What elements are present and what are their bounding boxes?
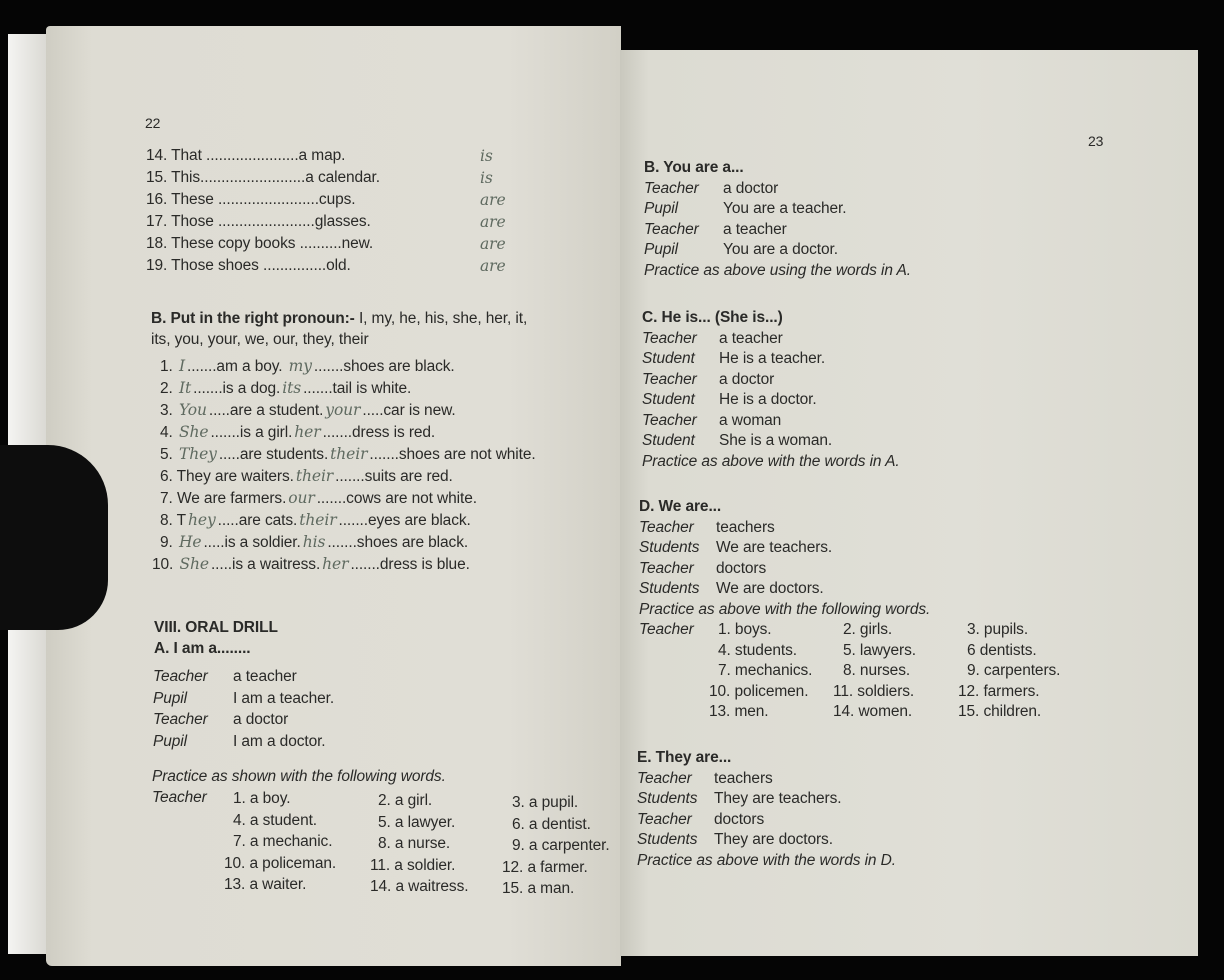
section-heading: VIII. ORAL DRILL	[154, 619, 278, 636]
pronoun-item	[160, 445, 536, 464]
dialogue-line: a teacher	[723, 220, 787, 238]
speaker: Student	[642, 350, 695, 367]
item-number: 7.	[160, 490, 173, 507]
speaker: Teacher	[639, 518, 694, 536]
item-text: .......am a boy.	[186, 358, 287, 375]
word-item: 12. a farmer.	[502, 858, 588, 876]
pronoun-item	[160, 357, 455, 376]
dialogue-line: They are teachers.	[714, 790, 842, 807]
word-item: 1. boys.	[718, 621, 772, 638]
pronoun-word-list: I, my, he, his, she, her, it,	[354, 310, 528, 327]
dialogue-line: You are a teacher.	[723, 200, 847, 217]
instruction: Practice as above with the words in A.	[642, 452, 900, 470]
speaker: Student	[642, 432, 695, 449]
word-item: 5. a lawyer.	[378, 813, 456, 831]
answer-blank	[294, 468, 453, 485]
speaker: Pupil	[644, 200, 678, 217]
item-text: .......tail is white.	[303, 380, 412, 397]
speaker: Teacher	[152, 789, 207, 806]
speaker: Teacher	[637, 769, 692, 787]
pronoun-item	[160, 489, 477, 508]
handwritten-answer: You	[178, 401, 207, 419]
dialogue-line: doctors	[714, 810, 765, 828]
handwritten-answer: They	[178, 445, 217, 463]
word-item: 7. a mechanic.	[233, 833, 333, 850]
speaker: Teacher	[642, 329, 697, 347]
dialogue-line: They are doctors.	[714, 831, 833, 848]
speaker: Teacher	[642, 411, 697, 429]
speaker: Pupil	[644, 241, 678, 258]
answer-blank	[177, 402, 323, 419]
item-number: 6.	[160, 468, 173, 485]
item-text: .......eyes are black.	[338, 512, 471, 529]
handwritten-answer: her	[294, 423, 321, 441]
section-heading: B. You are a...	[644, 159, 744, 176]
speaker: Pupil	[153, 689, 187, 707]
handwritten-answer: are	[480, 257, 506, 275]
item-text: T	[176, 512, 187, 529]
item-text: .......is a girl.	[210, 424, 293, 441]
word-item: 5. lawyers.	[843, 641, 916, 659]
answer-blank	[292, 424, 435, 441]
dialogue-line: a teacher	[719, 329, 783, 347]
exercise-line: 18. These copy books ..........new.	[146, 235, 374, 252]
handwritten-answer: are	[480, 235, 506, 253]
section-heading: E. They are...	[637, 749, 732, 766]
exercise-line: 15. This.........................a calendar.	[146, 169, 380, 186]
section-heading: D. We are...	[639, 498, 722, 515]
item-text: .....are students.	[218, 446, 329, 463]
pronoun-item	[160, 379, 411, 398]
speaker: Teacher	[153, 711, 208, 728]
exercise-line: 19. Those shoes ...............old.	[146, 257, 351, 274]
handwritten-answer: their	[295, 467, 334, 485]
handwritten-answer: I	[178, 357, 185, 375]
word-item: 2. girls.	[843, 621, 893, 638]
left-page	[46, 26, 621, 966]
word-item: 3. pupils.	[967, 621, 1029, 638]
dialogue-line: She is a woman.	[719, 432, 833, 449]
word-item: 3. a pupil.	[512, 794, 579, 811]
instruction: Practice as shown with the following words.	[152, 768, 446, 785]
pronoun-item	[152, 555, 470, 574]
answer-blank	[177, 534, 301, 551]
right-page	[620, 50, 1198, 956]
word-item: 15. children.	[958, 703, 1042, 720]
word-item: 1. a boy.	[233, 790, 291, 807]
answer-blank	[297, 512, 470, 529]
word-item: 14. a waitress.	[370, 878, 469, 895]
handwritten-answer: She	[179, 555, 209, 573]
word-item: 10. a policeman.	[224, 854, 337, 872]
item-number: 2.	[160, 380, 173, 397]
handwritten-answer: It	[178, 379, 192, 397]
word-item: 9. carpenters.	[967, 662, 1061, 679]
pronoun-item	[160, 533, 468, 552]
answer-blank	[301, 534, 468, 551]
word-item: 15. a man.	[502, 880, 575, 897]
handwritten-answer: their	[299, 511, 337, 529]
handwritten-answer: their	[330, 445, 368, 463]
page-number: 23	[1088, 133, 1104, 149]
word-item: 4. a student.	[233, 811, 318, 829]
dialogue-line: We are doctors.	[716, 580, 824, 597]
handwritten-answer: its	[282, 379, 302, 397]
item-number: 9.	[160, 534, 173, 551]
item-number: 10.	[152, 556, 174, 573]
word-item: 9. a carpenter.	[512, 837, 610, 854]
answer-blank	[177, 358, 287, 375]
item-number: 1.	[160, 358, 173, 375]
dialogue-line: a woman	[719, 411, 782, 429]
word-item: 2. a girl.	[378, 792, 433, 809]
finger-shadow	[0, 445, 108, 630]
pronoun-item	[160, 511, 471, 530]
item-text: .......dress is red.	[322, 424, 436, 441]
word-item: 6 dentists.	[967, 641, 1037, 659]
speaker: Student	[642, 391, 695, 408]
answer-blank	[287, 358, 455, 375]
handwritten-answer: is	[480, 147, 493, 165]
handwritten-answer: are	[480, 213, 506, 231]
exercise-line: 14. That ......................a map.	[146, 147, 346, 164]
answer-blank	[177, 446, 328, 463]
pronoun-item	[160, 467, 453, 486]
item-number: 4.	[160, 424, 173, 441]
speaker: Teacher	[644, 220, 699, 238]
word-item: 12. farmers.	[958, 682, 1040, 700]
speaker: Teacher	[637, 810, 692, 828]
speaker: Students	[637, 790, 698, 807]
answer-blank	[323, 402, 455, 419]
dialogue-line: a doctor	[719, 370, 775, 388]
exercise-line: 16. These ........................cups.	[146, 191, 356, 208]
dialogue-line: teachers	[716, 518, 775, 536]
word-item: 13. a waiter.	[224, 876, 307, 893]
item-text: .......shoes are black.	[313, 358, 455, 375]
item-text: We are farmers.	[176, 490, 287, 507]
item-text: .......shoes are black.	[327, 534, 469, 551]
answer-blank	[186, 512, 297, 529]
exercise-line: 17. Those .......................glasses.	[146, 213, 371, 230]
pronoun-item	[160, 401, 456, 420]
word-item: 4. students.	[718, 641, 797, 659]
handwritten-answer: his	[302, 533, 326, 551]
answer-blank	[280, 380, 411, 397]
handwritten-answer: my	[288, 357, 312, 375]
word-item: 14. women.	[833, 703, 913, 720]
dialogue-line: You are a doctor.	[723, 241, 838, 258]
speaker: Pupil	[153, 732, 187, 750]
item-text: .......suits are red.	[335, 468, 453, 485]
word-item: 13. men.	[709, 703, 769, 720]
speaker: Teacher	[639, 559, 694, 577]
word-item: 11. a soldier.	[370, 856, 456, 874]
word-item: 7. mechanics.	[718, 662, 813, 679]
handwritten-answer: is	[480, 169, 493, 187]
dialogue-line: a doctor	[233, 711, 289, 728]
dialogue-line: We are teachers.	[716, 539, 833, 556]
dialogue-line: He is a teacher.	[719, 350, 826, 367]
instruction: Practice as above with the following words.	[639, 600, 931, 618]
pronoun-heading-title: B. Put in the right pronoun:-	[151, 310, 355, 327]
item-text: They are waiters.	[176, 468, 294, 485]
word-item: 11. soldiers.	[833, 682, 915, 700]
dialogue-line: teachers	[714, 769, 773, 787]
speaker: Students	[639, 580, 700, 597]
instruction: Practice as above with the words in D.	[637, 851, 896, 869]
answer-blank	[320, 556, 470, 573]
handwritten-answer: She	[178, 423, 209, 441]
word-item: 8. a nurse.	[378, 835, 451, 852]
answer-blank	[177, 556, 320, 573]
answer-blank	[177, 380, 280, 397]
pronoun-word-list-cont: its, you, your, we, our, they, their	[151, 331, 369, 348]
handwritten-answer: are	[480, 191, 506, 209]
item-number: 3.	[160, 402, 173, 419]
answer-blank	[328, 446, 535, 463]
answer-blank	[177, 424, 292, 441]
dialogue-line: He is a doctor.	[719, 391, 817, 408]
handwritten-answer: our	[288, 489, 315, 507]
speaker: Students	[637, 831, 698, 848]
item-text: .....are a student.	[208, 402, 324, 419]
word-item: 10. policemen.	[709, 682, 809, 700]
handwritten-answer: her	[322, 555, 349, 573]
item-text: .....is a soldier.	[203, 534, 301, 551]
item-text: .......cows are not white.	[316, 490, 477, 507]
handwritten-answer: hey	[188, 511, 216, 529]
item-number: 5.	[160, 446, 173, 463]
dialogue-line: a doctor	[723, 179, 779, 197]
speaker: Teacher	[644, 179, 699, 197]
handwritten-answer: He	[178, 533, 202, 551]
word-item: 6. a dentist.	[512, 815, 591, 833]
answer-blank	[286, 490, 477, 507]
speaker: Students	[639, 539, 700, 556]
dialogue-line: a teacher	[233, 668, 297, 685]
instruction: Practice as above using the words in A.	[644, 261, 911, 279]
item-text: .....car is new.	[362, 402, 456, 419]
handwritten-answer: your	[325, 401, 361, 419]
page-number: 22	[145, 115, 161, 131]
item-text: .......is a dog.	[193, 380, 281, 397]
word-item: 8. nurses.	[843, 662, 911, 679]
speaker: Teacher	[642, 370, 697, 388]
pronoun-item	[160, 423, 435, 442]
pronoun-heading	[151, 310, 527, 328]
item-text: .....is a waitress.	[210, 556, 321, 573]
section-heading: C. He is... (She is...)	[642, 309, 783, 326]
speaker: Teacher	[153, 668, 208, 685]
dialogue-line: I am a doctor.	[233, 732, 326, 750]
item-text: .....are cats.	[217, 512, 298, 529]
dialogue-line: doctors	[716, 559, 767, 577]
item-text: .......dress is blue.	[350, 556, 470, 573]
speaker: Teacher	[639, 621, 694, 638]
sub-heading: A. I am a........	[154, 640, 251, 657]
dialogue-line: I am a teacher.	[233, 689, 335, 707]
item-text: .......shoes are not white.	[369, 446, 536, 463]
item-number: 8.	[160, 512, 173, 529]
